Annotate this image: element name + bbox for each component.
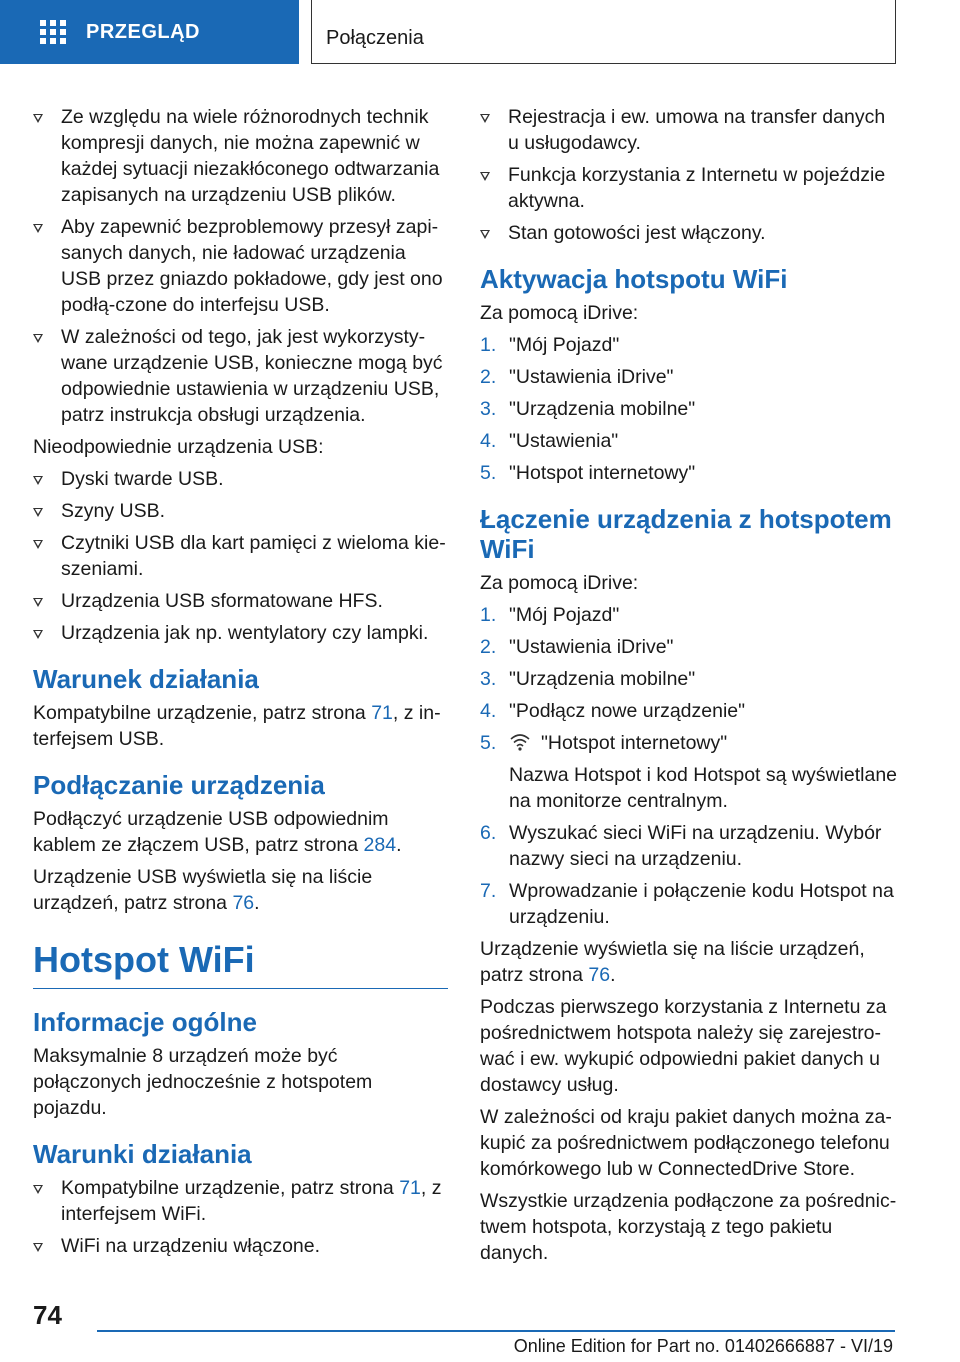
triangle-bullet-icon	[33, 1185, 43, 1194]
list-item: Rejestracja i ew. umowa na transfer danych u usługodawcy.	[480, 104, 898, 156]
list-item: 2. "Ustawienia iDrive"	[480, 636, 674, 658]
list-item: Urządzenia USB sformatowane HFS.	[33, 588, 448, 614]
connect-steps	[480, 602, 898, 930]
step5-note: Nazwa Hotspot i kod Hotspot są wyświetlane na monitorze centralnym.	[509, 764, 898, 812]
registration-text: Podczas pierwszego korzystania z Internetu za pośrednictwem hotspota należy się zarejestro-wać i ew. wykupić odpowiedni pakiet danych u dostawcy usług.	[480, 996, 887, 1096]
list-item: Dyski twarde USB.	[33, 466, 448, 492]
device-list-text: Urządzenie wyświetla się na liście urządzeń, patrz strona 76.	[480, 938, 865, 986]
triangle-bullet-icon	[33, 508, 43, 517]
connecting-heading: Podłączanie urządzenia	[33, 770, 325, 800]
unsuitable-list	[33, 466, 448, 646]
list-item: 2. "Ustawienia iDrive"	[480, 366, 674, 388]
left-column	[33, 104, 448, 1265]
tab-connections[interactable]	[311, 0, 896, 64]
list-item: 1. "Mój Pojazd"	[480, 604, 620, 626]
overview-label: PRZEGLĄD	[86, 20, 200, 43]
triangle-bullet-icon	[480, 230, 490, 239]
page-link-71[interactable]: 71	[399, 1177, 421, 1199]
connecting-text: Podłączyć urządzenie USB odpowiednim kablem ze złączem USB, patrz strona 284.	[33, 808, 402, 856]
list-item: Stan gotowości jest włączony.	[480, 220, 898, 246]
conditions-heading: Warunki działania	[33, 1139, 252, 1169]
triangle-bullet-icon	[480, 114, 490, 123]
list-item: Szyny USB.	[33, 498, 448, 524]
list-item: Aby zapewnić bezproblemowy przesył zapi-sanych danych, nie ładować urządzenia USB przez gniazdo pokładowe, gdy jest ono podłą-czone do interfejsu USB.	[33, 214, 448, 318]
general-text: Maksymalnie 8 urządzeń może być połączonych jednocześnie z hotspotem pojazdu.	[33, 1045, 373, 1119]
activate-steps	[480, 332, 898, 486]
device-list-text: Urządzenie USB wyświetla się na liście urządzeń, patrz strona 76.	[33, 866, 373, 914]
list-item: Funkcja korzystania z Internetu w pojeździe aktywna.	[480, 162, 898, 214]
hotspot-title: Hotspot WiFi	[33, 940, 448, 989]
triangle-bullet-icon	[480, 172, 490, 181]
footer-divider	[97, 1330, 895, 1332]
list-item: Urządzenia jak np. wentylatory czy lampki.	[33, 620, 448, 646]
right-column	[480, 104, 898, 1272]
wifi-icon	[509, 732, 531, 752]
triangle-bullet-icon	[33, 630, 43, 639]
triangle-bullet-icon	[33, 334, 43, 343]
unsuitable-intro: Nieodpowiednie urządzenia USB:	[33, 436, 324, 458]
list-item: 3. "Urządzenia mobilne"	[480, 398, 696, 420]
page-number: 74	[33, 1300, 62, 1330]
connect-intro: Za pomocą iDrive:	[480, 572, 639, 594]
list-item: 4. "Podłącz nowe urządzenie"	[480, 700, 746, 722]
list-item: 4. "Ustawienia"	[480, 430, 619, 452]
list-item: 6. Wyszukać sieci WiFi na urządzeniu. Wybór nazwy sieci na urządzeniu.	[480, 822, 882, 870]
shared-package-text: Wszystkie urządzenia podłączone za pośrednic-twem hotspota, korzystają z tego pakietu danych.	[480, 1190, 897, 1264]
list-item: 3. "Urządzenia mobilne"	[480, 668, 696, 690]
list-item: 5. "Hotspot internetowy"	[480, 462, 696, 484]
tab-connections-label: Połączenia	[326, 27, 424, 49]
connect-device-heading: Łączenie urządzenia z hotspotem WiFi	[480, 504, 892, 564]
condition-heading: Warunek działania	[33, 664, 259, 694]
triangle-bullet-icon	[33, 540, 43, 549]
page-link-76[interactable]: 76	[588, 964, 611, 986]
grid-icon	[40, 20, 66, 44]
general-heading: Informacje ogólne	[33, 1007, 257, 1037]
page-link-71[interactable]: 71	[371, 702, 393, 724]
overview-button[interactable]	[0, 0, 299, 64]
data-package-text: W zależności od kraju pakiet danych można za-kupić za pośrednictwem podłączonego telefonu komórkowego lub w ConnectedDrive Store.	[480, 1106, 892, 1180]
page-link-76[interactable]: 76	[232, 892, 255, 914]
conditions-list-cont	[480, 104, 898, 246]
triangle-bullet-icon	[33, 598, 43, 607]
triangle-bullet-icon	[33, 1243, 43, 1252]
usb-notes-list	[33, 104, 448, 428]
triangle-bullet-icon	[33, 114, 43, 123]
list-item: 5. "Hotspot internetowy" Nazwa Hotspot i kod Hotspot są wyświetlane na monitorze centralnym.	[480, 732, 898, 812]
activate-heading: Aktywacja hotspotu WiFi	[480, 264, 788, 294]
list-item: 1. "Mój Pojazd"	[480, 334, 620, 356]
list-item: 7. Wprowadzanie i połączenie kodu Hotspot na urządzeniu.	[480, 880, 894, 928]
condition-text: Kompatybilne urządzenie, patrz strona 71, z in-terfejsem USB.	[33, 702, 441, 750]
list-item: W zależności od tego, jak jest wykorzysty-wane urządzenie USB, konieczne mogą być odpowiednie ustawienia w urządzeniu USB, patrz instrukcja obsługi urządzenia.	[33, 324, 448, 428]
conditions-list	[33, 1175, 448, 1259]
list-item: Czytniki USB dla kart pamięci z wieloma kie-szeniami.	[33, 530, 448, 582]
triangle-bullet-icon	[33, 476, 43, 485]
list-item: Kompatybilne urządzenie, patrz strona 71, z interfejsem WiFi.	[33, 1175, 448, 1227]
list-item: Ze względu na wiele różnorodnych technik kompresji danych, nie można zapewnić w każdej sytuacji niezakłóconego odtwarzania zapisanych na urządzeniu USB plików.	[33, 104, 448, 208]
triangle-bullet-icon	[33, 224, 43, 233]
activate-intro: Za pomocą iDrive:	[480, 302, 639, 324]
edition-text: Online Edition for Part no. 01402666887 - VI/19	[513, 1336, 893, 1356]
page-link-284[interactable]: 284	[363, 834, 397, 856]
list-item: WiFi na urządzeniu włączone.	[33, 1233, 448, 1259]
